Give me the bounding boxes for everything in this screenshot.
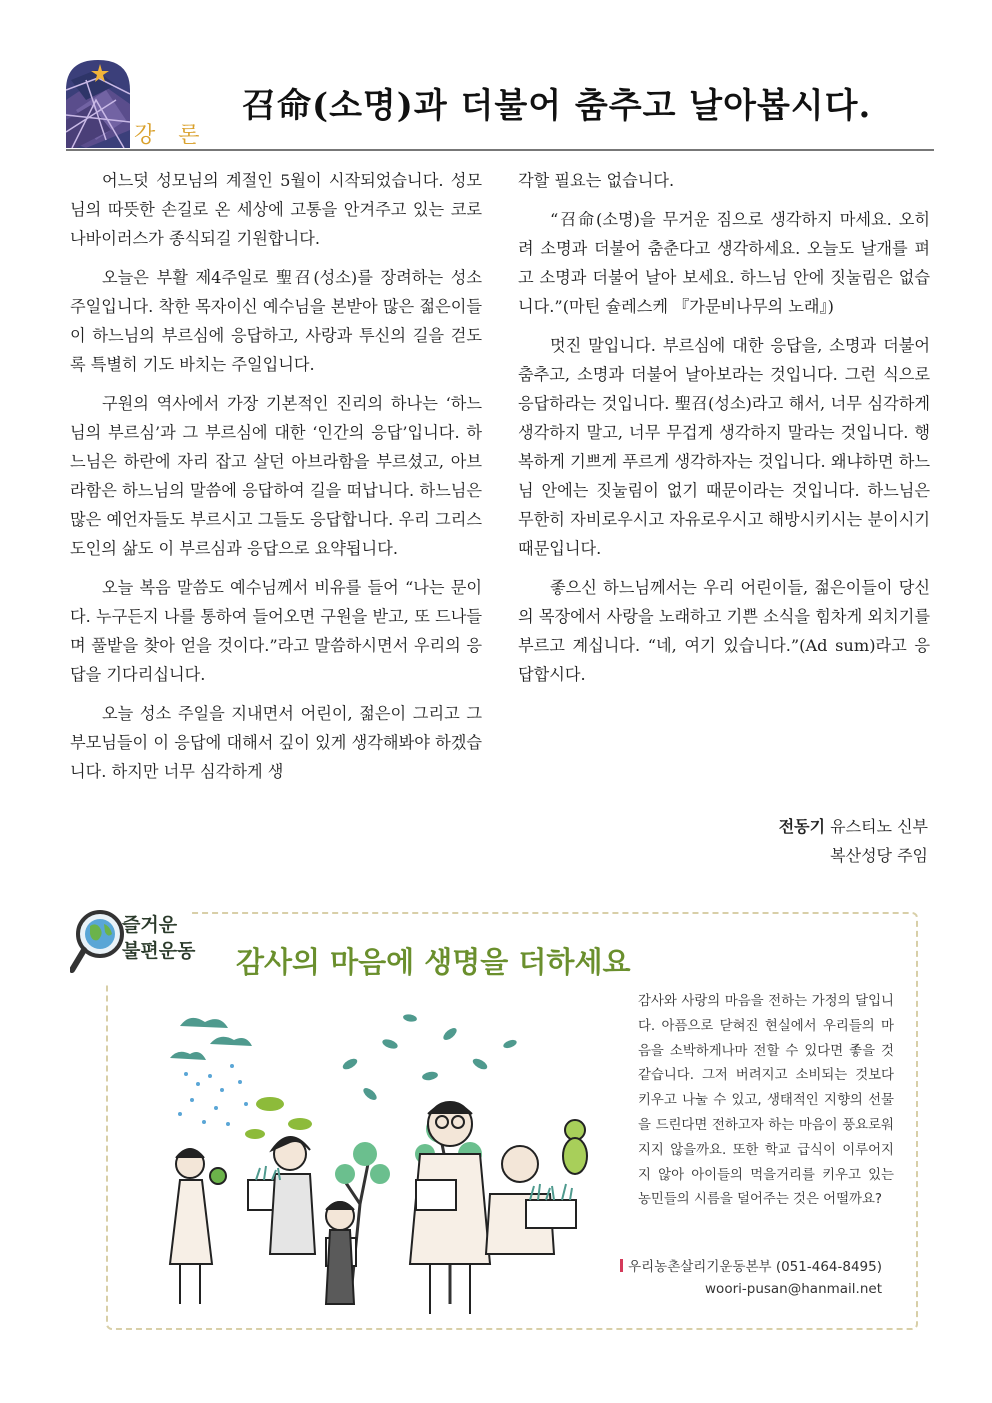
- article-header: [66, 60, 934, 152]
- section-label: 강 론: [134, 123, 208, 148]
- campaign-name-line1: 즐거운: [122, 914, 178, 936]
- paragraph: 멋진 말입니다. 부르심에 대한 응답을, 소명과 더불어 춤추고, 소명과 더불어 날아보라는 것입니다. 그런 식으로 응답하라는 것입니다. 聖召(성소)라고 해서, 너무 심각하게 생각하지 말고, 너무 무겁게 생각하지 말라는 것입니다. 행복하게 기쁘게 푸르게 생각하자는 것입니다. 왜냐하면 하느님 안에는 짓눌림이 없기 때문이라는 것입니다. 하느님은 무한히 자비로우시고 자유로우시고 해방시키시는 분이시기 때문입니다.: [518, 336, 930, 558]
- campaign-name: [122, 912, 195, 964]
- left-column: [70, 166, 482, 796]
- paragraph: 오늘 복음 말씀도 예수님께서 비유를 들어 “나는 문이다. 누구든지 나를 통하여 들어오면 구원을 받고, 또 드나들며 풀밭을 찾아 얻을 것이다.”라고 말씀하시면서 우리의 응답을 기다리십니다.: [70, 578, 482, 684]
- author-signature: [779, 812, 928, 870]
- right-column: [518, 166, 930, 699]
- campaign-body: 감사와 사랑의 마음을 전하는 가정의 달입니다. 아픔으로 닫혀진 현실에서 우리들의 마음을 소박하게나마 전할 수 있다면 좋을 것 같습니다. 그저 버려지고 소비되는 것보다 키우고 나눌 수 있고, 생태적인 지향의 선물을 드린다면 전하고자 하는 마음이 풍요로워 지지 않을까요. 또한 학교 급식이 이루어지지 않아 아이들의 먹을거리를 키우고 있는 농민들의 시름을 덜어주는 것은 어떨까요?: [638, 994, 894, 1208]
- paragraph: “召命(소명)을 무거운 짐으로 생각하지 마세요. 오히려 소명과 더불어 춤춘다고 생각하세요. 오늘도 날개를 펴고 소명과 더불어 날아 보세요. 하느님 안에 짓눌림은 없습니다.”(마틴 슐레스케 『가문비나무의 노래』): [518, 210, 930, 316]
- paragraph: 좋으신 하느님께서는 우리 어린이들, 젊은이들이 당신의 목장에서 사랑을 노래하고 기쁜 소식을 힘차게 외치기를 부르고 계십니다. “네, 여기 있습니다.”(Ad sum)라고 응답합시다.: [518, 578, 930, 684]
- author-title: 유스티노 신부: [830, 817, 928, 836]
- contact-email: woori-pusan@hanmail.net: [705, 1281, 882, 1297]
- campaign-name-line2: 불편운동: [122, 940, 196, 962]
- campaign-title: 감사의 마음에 생명을 더하세요: [236, 945, 631, 979]
- contact-org: 우리농촌살리기운동본부 (051-464-8495): [628, 1259, 882, 1275]
- campaign-contact: [620, 1256, 882, 1300]
- page-title: 召命(소명)과 더불어 춤추고 날아봅시다.: [242, 86, 872, 126]
- author-name: 전동기: [778, 817, 826, 836]
- paragraph: 오늘 성소 주일을 지내면서 어린이, 젊은이 그리고 그 부모님들이 이 응답에 대해서 깊이 있게 생각해봐야 하겠습니다. 하지만 너무 심각하게 생: [70, 704, 482, 781]
- paragraph: 구원의 역사에서 가장 기본적인 진리의 하나는 ‘하느님의 부르심’과 그 부르심에 대한 ‘인간의 응답’입니다. 하느님은 하란에 자리 잡고 살던 아브라함을 부르셨고, 아브라함은 하느님의 말씀에 응답하여 길을 떠납니다. 하느님은 많은 예언자들도 부르시고 그들도 응답합니다. 우리 그리스도인의 삶도 이 부르심과 응답으로 요약됩니다.: [70, 394, 482, 558]
- contact-marker: [620, 1259, 623, 1272]
- author-parish: 복산성당 주임: [830, 846, 928, 865]
- stained-glass-icon: [66, 60, 130, 148]
- header-divider: [66, 149, 934, 151]
- paragraph: 어느덧 성모님의 계절인 5월이 시작되었습니다. 성모님의 따뜻한 손길로 온 세상에 고통을 안겨주고 있는 코로나바이러스가 종식되길 기원합니다.: [70, 171, 482, 248]
- family-plants-illustration: [150, 1004, 610, 1318]
- paragraph: 오늘은 부활 제4주일로 聖召(성소)를 장려하는 성소 주일입니다. 착한 목자이신 예수님을 본받아 많은 젊은이들이 하느님의 부르심에 응답하고, 사랑과 투신의 길을 걷도록 특별히 기도 바치는 주일입니다.: [70, 268, 482, 374]
- paragraph-continuation: 각할 필요는 없습니다.: [518, 171, 675, 190]
